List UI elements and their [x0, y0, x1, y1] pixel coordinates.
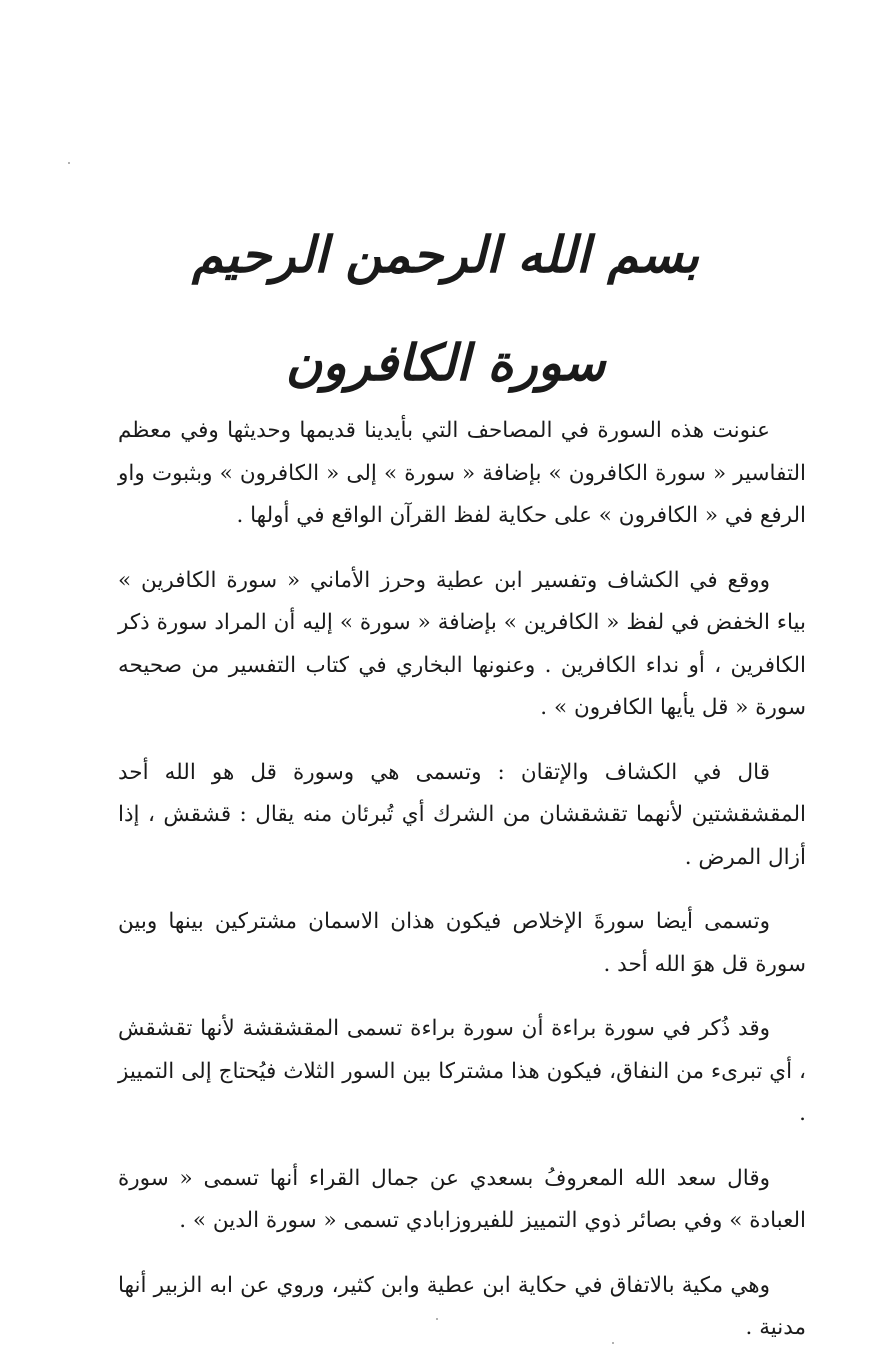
paragraph-alternate-name: ووقع في الكشاف وتفسير ابن عطية وحرز الأماني « سورة الكافرين » بياء الخفض في لفظ « الكافرين » بإضافة « سورة » إليه أن المراد سورة ذكر الكافرين ، أو نداء الكافرين . وعنونها البخاري في كتاب التفسير من صحيحه سورة « قل يأيها الكافرون » . [118, 567, 806, 720]
scan-speck [612, 1342, 614, 1344]
basmala-heading: بسم الله الرحمن الرحيم [191, 225, 700, 284]
paragraph-muqashqishatan: قال في الكشاف والإتقان : وتسمى هي وسورة قل هو الله أحد المقشقشتين لأنهما تقشقشان من الشرك أي تُبرئان منه يقال : قشقش ، إذا أزال المرض . [118, 759, 806, 870]
scan-speck [68, 162, 70, 164]
paragraph-baraah: وقد ذُكر في سورة براءة أن سورة براءة تسمى المقشقشة لأنها تقشقش ، أي تبرىء من النفاق، فيكون هذا مشتركا بين السور الثلاث فيُحتاج إلى التمييز . [118, 1016, 806, 1126]
paragraph-ibadah: وقال سعد الله المعروفُ بسعدي عن جمال القراء أنها تسمى « سورة العبادة » وفي بصائر ذوي التمييز للفيروزابادي تسمى « سورة الدين » . [118, 1165, 806, 1233]
paragraph-ikhlas: وتسمى أيضا سورةَ الإخلاص فيكون هذان الاسمان مشتركين بينها وبين سورة قل هوَ الله أحد . [118, 909, 806, 977]
paragraph-makki: وهي مكية بالاتفاق في حكاية ابن عطية وابن كثير، وروي عن ابه الزبير أنها مدنية . [118, 1272, 806, 1340]
paragraph-naming: عنونت هذه السورة في المصاحف التي بأيدينا قديمها وحديثها وفي معظم التفاسير « سورة الكافرون » بإضافة « سورة » إلى « الكافرون » وبثبوت واو الرفع في « الكافرون » على حكاية لفظ القرآن الواقع في أولها . [118, 418, 806, 528]
body-text [118, 410, 806, 1350]
surah-title: سورة الكافرون [285, 333, 606, 392]
scan-speck [436, 1318, 438, 1320]
